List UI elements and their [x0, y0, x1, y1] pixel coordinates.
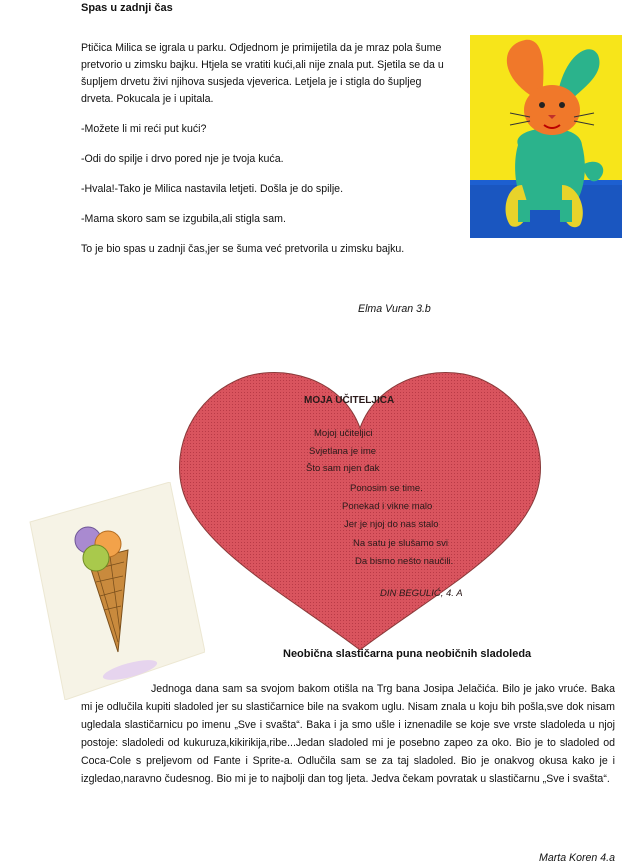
story-paragraph: To je bio spas u zadnji čas,jer se šuma već pretvorila u zimsku bajku.: [81, 243, 405, 255]
poem-line: Ponekad i vikne malo: [342, 501, 433, 512]
poem-line: Da bismo nešto naučili.: [355, 556, 454, 567]
poem-line: Ponosim se time.: [350, 483, 423, 494]
rabbit-painting-icon: [470, 35, 622, 238]
story-author: Elma Vuran 3.b: [358, 303, 431, 315]
poem-title: MOJA UČITELJICA: [304, 395, 395, 406]
story-title: Neobična slastičarna puna neobičnih sladoleda: [283, 648, 532, 660]
poem-author: DIN BEGULIĆ, 4. A: [380, 588, 463, 599]
story-title: Spas u zadnji čas: [81, 2, 173, 14]
poem-line: Jer je njoj do nas stalo: [344, 519, 439, 530]
poem-line: Na satu je slušamo svi: [353, 538, 449, 549]
poem-line: Što sam njen đak: [306, 463, 380, 474]
story-paragraph: Ptičica Milica se igrala u parku. Odjednom je primijetila da je mraz pola šume pretvorio u zimsku bajku. Htjela se vratiti kući,ali nije znala put. Sjetila se da u šupljem drvetu živi njihova susjeda vjeverica. Letjela je i stigla do šupljeg drveta. Pokucala je i upitala.: [81, 42, 444, 105]
ice-cream-cone-drawing-icon: [0, 482, 205, 700]
story-body: [81, 680, 615, 788]
heart-shape: [172, 368, 548, 650]
story-paragraph: -Odi do spilje i drvo pored nje je tvoja kuća.: [81, 153, 284, 165]
poem-line: Svjetlana je ime: [309, 446, 377, 457]
story-paragraph: -Možete li mi reći put kući?: [81, 123, 207, 135]
poem-line: Mojoj učiteljici: [314, 428, 373, 439]
story-paragraph: -Hvala!-Tako je Milica nastavila letjeti. Došla je do spilje.: [81, 183, 344, 195]
story-author: Marta Koren 4.a: [539, 852, 615, 864]
story-paragraph: -Mama skoro sam se izgubila,ali stigla sam.: [81, 213, 286, 225]
story-text: Jednoga dana sam sa svojom bakom otišla na Trg bana Josipa Jelačića. Bilo je jako vruće. Baka mi je odlučila kupiti sladoled jer su slastičarnice bile na svakom uglu. Nisam znala u koju bih pošla,sve dok nisam ugledala slastičarnicu po imenu „Sve i svašta“. Baka i ja smo ušle i iznenadile se koje sve vrste sladoleda u njoj postoje: sladoledi od kukuruza,kikirikija,ribe...Jedan sladoled mi je posebno zapeo za oko. Bio je to sladoled od Coca-Cole s preljevom od Fante i Sprite-a. Odlučila sam se za taj sladoled. Bio je onakvog okusa kako je i izgledao,naravno čudesnog. Bio mi je to najbolji dan tog ljeta. Jedva čekam povratak u slastičarnu „Sve i svašta“.: [81, 683, 615, 785]
story-body: [81, 40, 456, 271]
